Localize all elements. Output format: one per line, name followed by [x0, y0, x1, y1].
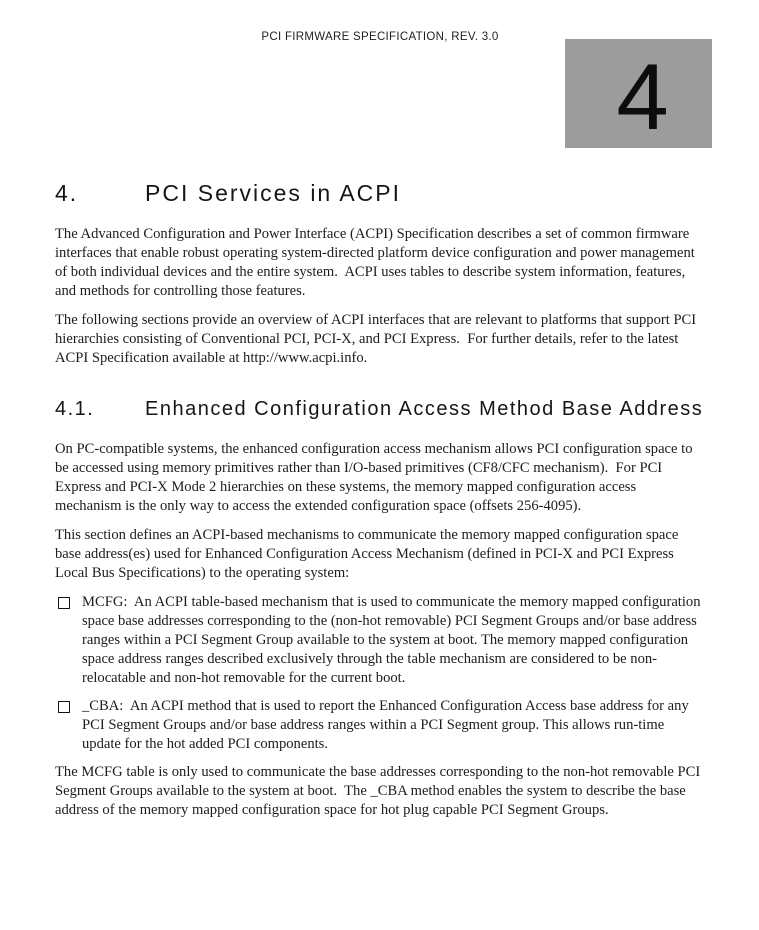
intro-paragraph-2: The following sections provide an overview of ACPI interfaces that are relevant to platforms that support PCI hierarchies consisting of Conventional PCI, PCI-X, and PCI Express. For further details, refer to the latest ACPI Specification available at http://www.acpi.info.: [55, 312, 700, 366]
square-bullet-icon: [58, 701, 70, 713]
section-title: Enhanced Configuration Access Method Base Address: [145, 398, 704, 420]
section-number: 4.1.: [55, 398, 95, 420]
intro-paragraph-1: The Advanced Configuration and Power Interface (ACPI) Specification describes a set of common firmware interfaces that enable robust operating system-directed platform device configuration and power management of both individual devices and the entire system. ACPI uses tables to describe system information, features, and methods for controlling those features.: [55, 226, 699, 299]
bullet-item-mcfg: [55, 593, 705, 688]
chapter-title: PCI Services in ACPI: [145, 180, 402, 206]
chapter-number: 4.: [55, 180, 79, 206]
bullet-text-cba: _CBA: An ACPI method that is used to report the Enhanced Configuration Access base address for any PCI Segment Groups and/or base address ranges within a PCI Segment group. This allows run-time update for the hot added PCI components.: [82, 698, 693, 752]
chapter-tab: [565, 39, 712, 148]
closing-paragraph: The MCFG table is only used to communicate the base addresses corresponding to the non-hot removable PCI Segment Groups available to the system at boot. The _CBA method enables the system to describe the base address of the memory mapped configuration space for hot plug capable PCI Segment Groups.: [55, 764, 704, 818]
section-heading: [55, 392, 705, 426]
section-paragraph-1: On PC-compatible systems, the enhanced configuration access mechanism allows PCI configuration space to be accessed using memory primitives rather than I/O-based primitives (CF8/CFC mechanism). For PCI Express and PCI-X Mode 2 hierarchies on these systems, the memory mapped configuration access mechanism is the only way to access the extended configuration space (offsets 256-4095).: [55, 441, 697, 514]
chapter-heading: [55, 179, 705, 207]
chapter-tab-number: 4: [616, 43, 669, 149]
section-paragraph-2: This section defines an ACPI-based mechanisms to communicate the memory mapped configuration space base address(es) used for Enhanced Configuration Access Mechanism (defined in PCI-X and PCI Express Local Bus Specifications) to the operating system:: [55, 527, 682, 581]
running-header: PCI FIRMWARE SPECIFICATION, REV. 3.0: [261, 31, 499, 43]
bullet-text-mcfg: MCFG: An ACPI table-based mechanism that is used to communicate the memory mapped configuration space base addresses corresponding to the (non-hot removable) PCI Segment Groups and/or base address ranges within a PCI Segment Group available to the system at boot. The memory mapped configuration space address ranges described exclusively through the table mechanism are considered to be non-relocatable and non-hot removable for the current boot.: [82, 594, 705, 686]
bullet-item-cba: [55, 697, 705, 754]
square-bullet-icon: [58, 597, 70, 609]
